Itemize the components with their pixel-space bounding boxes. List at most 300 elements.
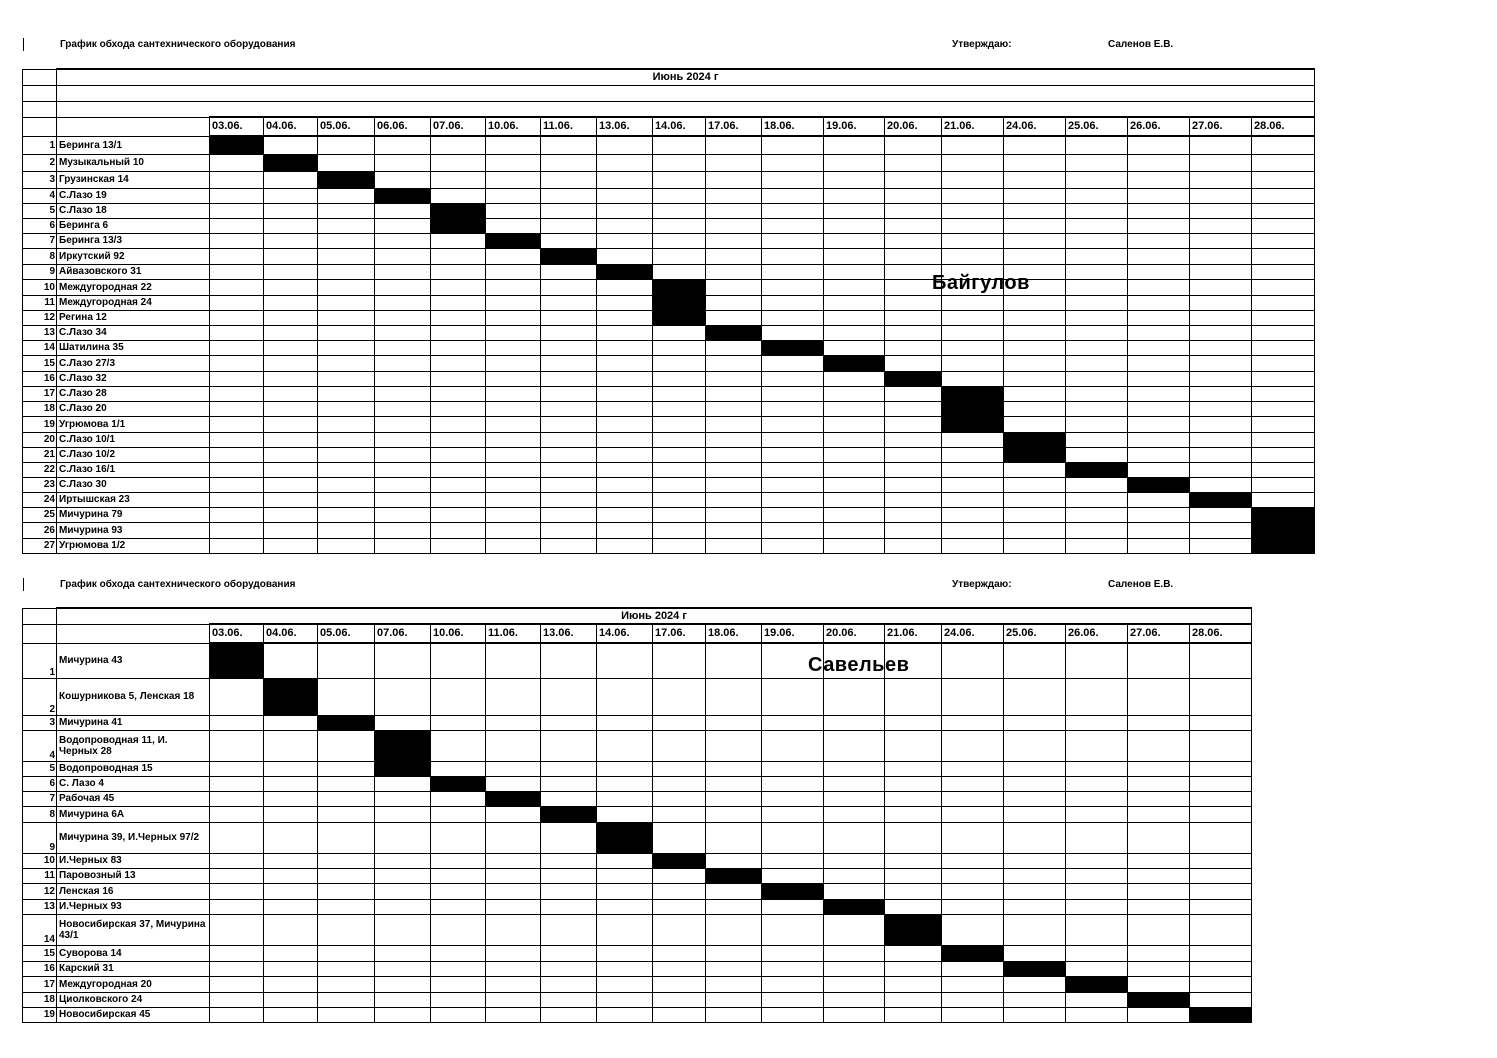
- schedule-row: [23, 218, 1315, 233]
- schedule-cell: [318, 507, 375, 522]
- schedule-cell: [1190, 791, 1252, 806]
- schedule-cell: [762, 522, 824, 538]
- schedule-cell: [762, 806, 824, 822]
- schedule-cell: [1190, 822, 1252, 853]
- schedule-cell: [653, 203, 706, 218]
- schedule-cell: [1066, 432, 1128, 447]
- schedule-cell: [885, 538, 942, 553]
- schedule-cell: [375, 136, 431, 154]
- date-header-cell: 24.06.: [942, 624, 1004, 643]
- blank-header-row: [57, 101, 1315, 117]
- schedule-cell: [653, 462, 706, 477]
- date-header-cell: 03.06.: [210, 624, 264, 643]
- address-cell: Регина 12: [57, 310, 210, 325]
- schedule-cell: [597, 853, 653, 868]
- schedule-cell: [824, 203, 885, 218]
- schedule-cell: [1128, 248, 1190, 264]
- schedule-cell: [210, 961, 264, 976]
- row-number-cell: [23, 69, 57, 85]
- schedule-cell: [431, 248, 486, 264]
- schedule-cell: [375, 477, 431, 492]
- schedule-cell: [1004, 416, 1066, 432]
- schedule-cell: [1004, 154, 1066, 171]
- schedule-cell: [1252, 310, 1315, 325]
- schedule-cell: [431, 914, 486, 945]
- date-header-cell: 17.06.: [706, 117, 762, 136]
- schedule-cell: [1128, 961, 1190, 976]
- scheduled-visit-cell: [431, 203, 486, 218]
- schedule-cell: [1066, 730, 1128, 761]
- schedule-cell: [1252, 401, 1315, 416]
- schedule-cell: [706, 188, 762, 203]
- schedule-cell: [1066, 171, 1128, 188]
- schedule-cell: [762, 715, 824, 730]
- schedule-cell: [1004, 730, 1066, 761]
- schedule-cell: [824, 295, 885, 310]
- schedule-cell: [824, 264, 885, 279]
- schedule-cell: [1128, 522, 1190, 538]
- schedule-cell: [942, 715, 1004, 730]
- schedule-cell: [1128, 806, 1190, 822]
- schedule-cell: [1066, 416, 1128, 432]
- schedule-cell: [541, 992, 597, 1007]
- schedule-cell: [942, 462, 1004, 477]
- schedule-cell: [885, 248, 942, 264]
- schedule-cell: [824, 279, 885, 295]
- schedule-row: [23, 340, 1315, 355]
- schedule-cell: [1004, 340, 1066, 355]
- address-cell: Мичурина 79: [57, 507, 210, 522]
- schedule-cell: [1128, 295, 1190, 310]
- address-cell: Карский 31: [57, 961, 210, 976]
- schedule-cell: [1190, 203, 1252, 218]
- schedule-cell: [375, 355, 431, 371]
- schedule-cell: [541, 279, 597, 295]
- schedule-cell: [706, 899, 762, 914]
- schedule-cell: [762, 279, 824, 295]
- schedule-cell: [486, 340, 541, 355]
- schedule-cell: [1066, 538, 1128, 553]
- row-number: 7: [23, 233, 57, 248]
- schedule-cell: [942, 340, 1004, 355]
- schedule-cell: [486, 868, 541, 883]
- row-number: 19: [23, 1007, 57, 1022]
- schedule-cell: [597, 233, 653, 248]
- schedule-cell: [210, 279, 264, 295]
- schedule-cell: [597, 462, 653, 477]
- schedule-cell: [1066, 340, 1128, 355]
- schedule-cell: [762, 401, 824, 416]
- scheduled-visit-cell: [1066, 462, 1128, 477]
- schedule-row: [23, 295, 1315, 310]
- date-header-cell: 28.06.: [1252, 117, 1315, 136]
- schedule-cell: [1004, 507, 1066, 522]
- schedule-cell: [1128, 883, 1190, 899]
- schedule-cell: [597, 340, 653, 355]
- schedule-cell: [1128, 310, 1190, 325]
- schedule-cell: [264, 961, 318, 976]
- schedule-cell: [762, 538, 824, 553]
- scheduled-visit-cell: [1066, 976, 1128, 992]
- schedule-cell: [1252, 492, 1315, 507]
- schedule-cell: [1252, 386, 1315, 401]
- row-number: 16: [23, 961, 57, 976]
- schedule-cell: [486, 961, 541, 976]
- schedule-cell: [1004, 371, 1066, 386]
- schedule-cell: [375, 1007, 431, 1022]
- schedule-cell: [653, 1007, 706, 1022]
- schedule-cell: [1190, 171, 1252, 188]
- row-number-header: [23, 117, 57, 136]
- schedule-cell: [1066, 310, 1128, 325]
- schedule-row: [23, 310, 1315, 325]
- schedule-cell: [762, 218, 824, 233]
- schedule-cell: [706, 386, 762, 401]
- row-number: 22: [23, 462, 57, 477]
- schedule-cell: [1004, 136, 1066, 154]
- schedule-cell: [1128, 1007, 1190, 1022]
- schedule-cell: [541, 355, 597, 371]
- schedule-cell: [541, 899, 597, 914]
- schedule-cell: [210, 295, 264, 310]
- address-cell: С.Лазо 32: [57, 371, 210, 386]
- schedule-cell: [431, 492, 486, 507]
- schedule-cell: [824, 776, 885, 791]
- schedule-cell: [1004, 678, 1066, 715]
- schedule-cell: [541, 914, 597, 945]
- scheduled-visit-cell: [762, 883, 824, 899]
- schedule-cell: [824, 432, 885, 447]
- schedule-cell: [1066, 992, 1128, 1007]
- schedule-cell: [1066, 868, 1128, 883]
- schedule-cell: [942, 295, 1004, 310]
- row-number: 23: [23, 477, 57, 492]
- address-cell: Водопроводная 11, И. Черных 28: [57, 730, 210, 761]
- schedule-cell: [653, 791, 706, 806]
- row-number: 10: [23, 853, 57, 868]
- schedule-cell: [885, 868, 942, 883]
- address-cell: С.Лазо 16/1: [57, 462, 210, 477]
- schedule-cell: [1252, 154, 1315, 171]
- schedule-cell: [762, 992, 824, 1007]
- schedule-cell: [885, 325, 942, 340]
- schedule-cell: [597, 507, 653, 522]
- schedule-cell: [210, 248, 264, 264]
- schedule-cell: [1190, 643, 1252, 678]
- schedule-cell: [541, 776, 597, 791]
- schedule-cell: [318, 868, 375, 883]
- schedule-cell: [375, 340, 431, 355]
- schedule-cell: [1128, 538, 1190, 553]
- schedule-cell: [1252, 171, 1315, 188]
- schedule-cell: [824, 715, 885, 730]
- sheet2-title: График обхода сантехнического оборудования: [60, 579, 296, 590]
- schedule-cell: [885, 188, 942, 203]
- schedule-cell: [375, 325, 431, 340]
- schedule-cell: [762, 386, 824, 401]
- schedule-cell: [1128, 371, 1190, 386]
- schedule-cell: [706, 1007, 762, 1022]
- schedule-cell: [597, 992, 653, 1007]
- row-number: 7: [23, 791, 57, 806]
- schedule-cell: [885, 432, 942, 447]
- schedule-cell: [210, 401, 264, 416]
- schedule-cell: [706, 961, 762, 976]
- schedule-cell: [762, 730, 824, 761]
- schedule-cell: [375, 507, 431, 522]
- month-title: Июнь 2024 г: [57, 608, 1252, 624]
- date-header-cell: 04.06.: [264, 117, 318, 136]
- schedule-cell: [541, 538, 597, 553]
- schedule-cell: [597, 154, 653, 171]
- schedule-cell: [318, 416, 375, 432]
- schedule-cell: [1066, 914, 1128, 945]
- schedule-cell: [210, 678, 264, 715]
- scheduled-visit-cell: [1190, 492, 1252, 507]
- schedule-cell: [824, 401, 885, 416]
- schedule-cell: [706, 945, 762, 961]
- schedule-cell: [318, 492, 375, 507]
- schedule-row: [23, 715, 1252, 730]
- schedule-cell: [486, 136, 541, 154]
- schedule-cell: [264, 643, 318, 678]
- schedule-cell: [1066, 248, 1128, 264]
- scheduled-visit-cell: [653, 310, 706, 325]
- schedule-cell: [431, 806, 486, 822]
- schedule-cell: [264, 218, 318, 233]
- schedule-cell: [706, 791, 762, 806]
- schedule-cell: [1190, 507, 1252, 522]
- schedule-cell: [1252, 233, 1315, 248]
- date-header-cell: 20.06.: [824, 624, 885, 643]
- schedule-cell: [210, 715, 264, 730]
- schedule-cell: [486, 154, 541, 171]
- schedule-cell: [264, 416, 318, 432]
- schedule-cell: [264, 507, 318, 522]
- schedule-row: [23, 961, 1252, 976]
- schedule-row: [23, 355, 1315, 371]
- date-header-cell: 11.06.: [541, 117, 597, 136]
- schedule-cell: [1004, 715, 1066, 730]
- schedule-cell: [264, 761, 318, 776]
- schedule-cell: [1004, 761, 1066, 776]
- date-header-cell: 13.06.: [597, 117, 653, 136]
- schedule-cell: [318, 883, 375, 899]
- schedule-cell: [431, 325, 486, 340]
- schedule-cell: [885, 678, 942, 715]
- schedule-cell: [1190, 432, 1252, 447]
- schedule-cell: [706, 295, 762, 310]
- schedule-cell: [264, 188, 318, 203]
- schedule-cell: [318, 355, 375, 371]
- schedule-cell: [1066, 233, 1128, 248]
- schedule-cell: [653, 761, 706, 776]
- schedule-cell: [597, 218, 653, 233]
- row-number-header: [23, 624, 57, 643]
- schedule-cell: [762, 233, 824, 248]
- schedule-row: [23, 1007, 1252, 1022]
- schedule-cell: [824, 310, 885, 325]
- schedule-cell: [431, 538, 486, 553]
- address-header: [57, 117, 210, 136]
- schedule-cell: [1066, 945, 1128, 961]
- schedule-cell: [885, 233, 942, 248]
- schedule-row: [23, 761, 1252, 776]
- schedule-cell: [1190, 264, 1252, 279]
- schedule-cell: [885, 401, 942, 416]
- schedule-cell: [318, 538, 375, 553]
- schedule-cell: [210, 730, 264, 761]
- address-cell: Иркутский 92: [57, 248, 210, 264]
- schedule-cell: [706, 416, 762, 432]
- schedule-cell: [653, 401, 706, 416]
- schedule-cell: [318, 522, 375, 538]
- schedule-cell: [375, 899, 431, 914]
- schedule-cell: [824, 136, 885, 154]
- schedule-cell: [706, 310, 762, 325]
- schedule-cell: [762, 868, 824, 883]
- schedule-cell: [1128, 203, 1190, 218]
- schedule-cell: [210, 806, 264, 822]
- schedule-cell: [762, 432, 824, 447]
- schedule-cell: [1004, 188, 1066, 203]
- schedule-cell: [1128, 218, 1190, 233]
- row-number-cell: [23, 608, 57, 624]
- schedule-cell: [1066, 643, 1128, 678]
- schedule-cell: [318, 1007, 375, 1022]
- sheet1-pre-row: [23, 69, 1315, 85]
- schedule-cell: [1190, 295, 1252, 310]
- row-number: 11: [23, 295, 57, 310]
- schedule-cell: [210, 1007, 264, 1022]
- schedule-cell: [942, 961, 1004, 976]
- schedule-cell: [264, 1007, 318, 1022]
- month-title: Июнь 2024 г: [57, 69, 1315, 85]
- schedule-row: [23, 325, 1315, 340]
- schedule-cell: [264, 868, 318, 883]
- schedule-cell: [597, 171, 653, 188]
- schedule-cell: [210, 386, 264, 401]
- address-cell: Водопроводная 15: [57, 761, 210, 776]
- schedule-cell: [210, 233, 264, 248]
- address-cell: Угрюмова 1/1: [57, 416, 210, 432]
- schedule-cell: [762, 961, 824, 976]
- schedule-cell: [1252, 218, 1315, 233]
- schedule-cell: [264, 883, 318, 899]
- schedule-cell: [1066, 678, 1128, 715]
- schedule-cell: [541, 868, 597, 883]
- schedule-cell: [541, 945, 597, 961]
- schedule-row: [23, 643, 1252, 678]
- schedule-cell: [541, 522, 597, 538]
- schedule-cell: [264, 264, 318, 279]
- schedule-cell: [264, 386, 318, 401]
- row-number: 12: [23, 310, 57, 325]
- schedule-cell: [1066, 355, 1128, 371]
- address-cell: С.Лазо 19: [57, 188, 210, 203]
- schedule-cell: [1066, 853, 1128, 868]
- schedule-cell: [885, 295, 942, 310]
- date-header-cell: 26.06.: [1128, 117, 1190, 136]
- sheet2-header: [0, 577, 1497, 593]
- schedule-cell: [486, 462, 541, 477]
- schedule-cell: [1066, 447, 1128, 462]
- schedule-cell: [653, 522, 706, 538]
- schedule-cell: [264, 538, 318, 553]
- schedule-cell: [541, 730, 597, 761]
- scheduled-visit-cell: [318, 171, 375, 188]
- schedule-cell: [541, 218, 597, 233]
- schedule-cell: [824, 806, 885, 822]
- row-number: 12: [23, 883, 57, 899]
- address-cell: С.Лазо 30: [57, 477, 210, 492]
- schedule-cell: [1190, 914, 1252, 945]
- schedule-cell: [486, 776, 541, 791]
- schedule-cell: [824, 248, 885, 264]
- schedule-cell: [486, 715, 541, 730]
- schedule-cell: [1004, 822, 1066, 853]
- schedule-cell: [706, 643, 762, 678]
- schedule-cell: [264, 325, 318, 340]
- schedule-cell: [210, 310, 264, 325]
- schedule-cell: [885, 822, 942, 853]
- address-cell: Рабочая 45: [57, 791, 210, 806]
- schedule-cell: [486, 945, 541, 961]
- schedule-cell: [486, 522, 541, 538]
- schedule-cell: [885, 883, 942, 899]
- schedule-cell: [1004, 899, 1066, 914]
- schedule-cell: [1004, 386, 1066, 401]
- address-cell: Междугородная 22: [57, 279, 210, 295]
- schedule-cell: [706, 761, 762, 776]
- schedule-cell: [824, 868, 885, 883]
- scheduled-visit-cell: [1252, 538, 1315, 553]
- scheduled-visit-cell: [210, 643, 264, 678]
- schedule-cell: [431, 295, 486, 310]
- address-cell: С.Лазо 34: [57, 325, 210, 340]
- scheduled-visit-cell: [942, 401, 1004, 416]
- schedule-cell: [318, 218, 375, 233]
- schedule-cell: [1190, 883, 1252, 899]
- schedule-cell: [431, 447, 486, 462]
- row-number: 3: [23, 715, 57, 730]
- schedule-cell: [1128, 776, 1190, 791]
- row-number: 25: [23, 507, 57, 522]
- schedule-cell: [885, 1007, 942, 1022]
- schedule-cell: [597, 136, 653, 154]
- schedule-cell: [1004, 295, 1066, 310]
- scheduled-visit-cell: [653, 279, 706, 295]
- schedule-cell: [431, 822, 486, 853]
- scheduled-visit-cell: [431, 776, 486, 791]
- schedule-cell: [1252, 371, 1315, 386]
- schedule-cell: [762, 371, 824, 386]
- schedule-cell: [1190, 715, 1252, 730]
- schedule-cell: [653, 355, 706, 371]
- schedule-cell: [1128, 462, 1190, 477]
- schedule-cell: [885, 522, 942, 538]
- address-cell: Беринга 13/3: [57, 233, 210, 248]
- schedule-cell: [824, 416, 885, 432]
- schedule-cell: [824, 961, 885, 976]
- schedule-cell: [762, 203, 824, 218]
- date-header-cell: 17.06.: [653, 624, 706, 643]
- row-number: 14: [23, 914, 57, 945]
- address-cell: Новосибирская 45: [57, 1007, 210, 1022]
- schedule-cell: [942, 355, 1004, 371]
- schedule-cell: [541, 447, 597, 462]
- schedule-cell: [706, 154, 762, 171]
